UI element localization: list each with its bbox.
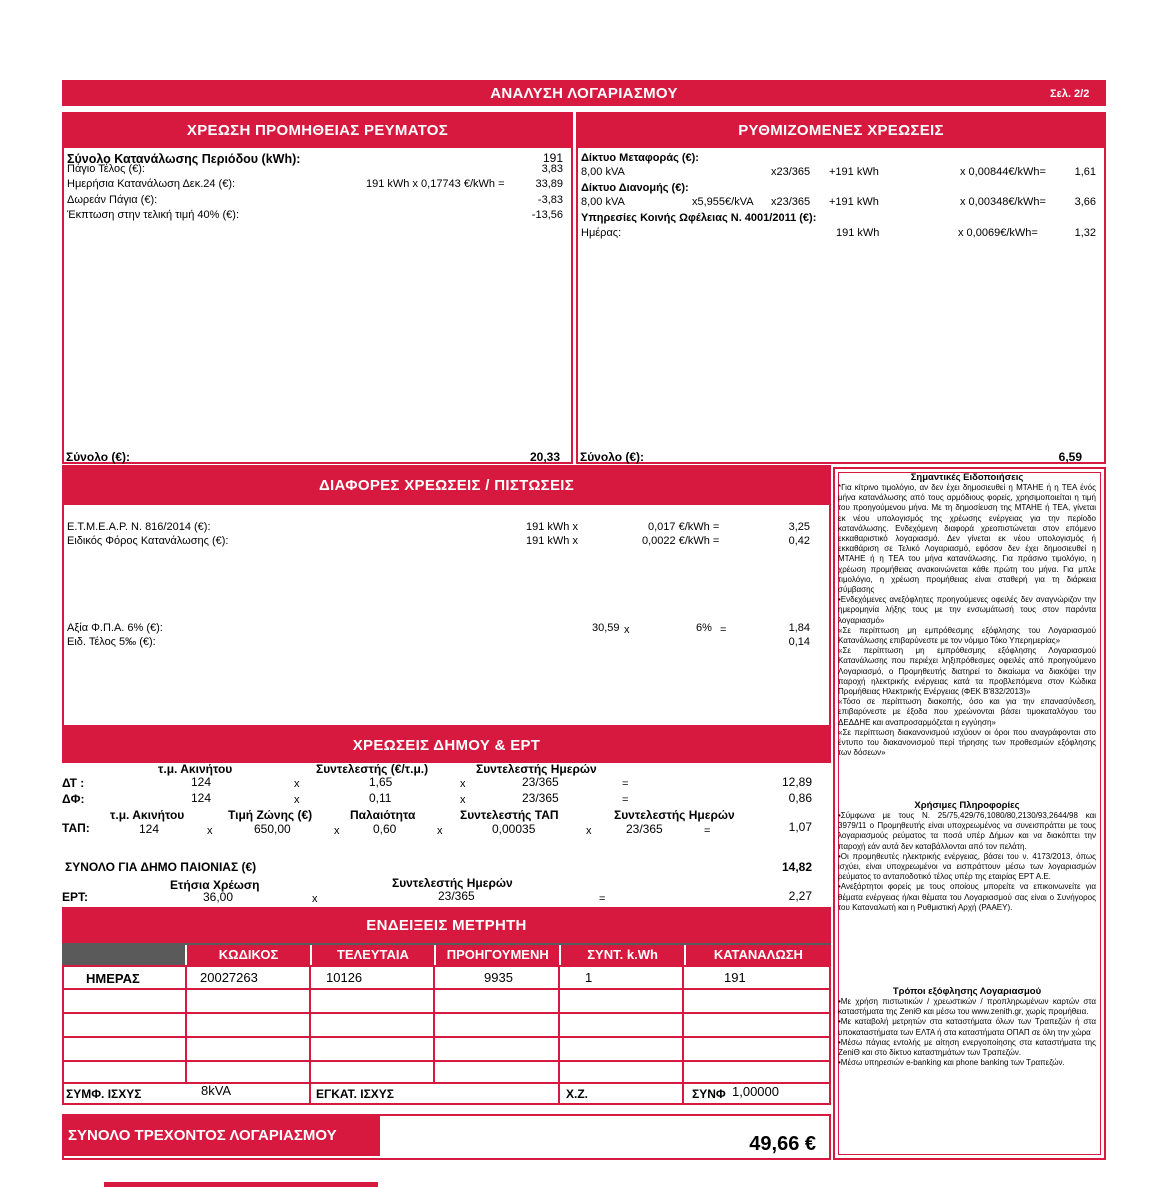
meter-row-label: ΗΜΕΡΑΣ [86,971,140,986]
tap-zone: 650,00 [254,822,291,836]
useful-item: •Ανεξάρτητοι φορείς με τους οποίους μπορείτε να επικοινωνείτε για θέματα ενέργειας ή/και θέματα του Λογαριασμού σας είναι ο Συνήγορος του Καταναλωτή και η Ρυθμιστική Αρχή (ΡΑΑΕΥ). [838,882,1096,912]
dt-value: 12,89 [781,775,812,789]
meter-col-prev [434,945,559,965]
various-title: ΔΙΑΦΟΡΕΣ ΧΡΕΩΣΕΙΣ / ΠΙΣΤΩΣΕΙΣ [318,476,575,494]
df-coef: 0,11 [369,791,392,805]
grand-total-label: ΣΥΝΟΛΟ ΤΡΕΧΟΝΤΟΣ ΛΟΓΑΡΙΑΣΜΟΥ [68,1126,337,1144]
dt-days: 23/365 [522,775,559,789]
free-fixed-value: -3,83 [537,194,563,206]
tap-value: 1,07 [788,820,812,834]
df-area: 124 [191,791,212,805]
municipal-header [62,727,831,763]
tap-days-header: Συντελεστής Ημερών [614,808,735,822]
dt-area: 124 [191,775,212,789]
public-service-label: Υπηρεσίες Κοινής Ωφέλειας Ν. 4001/2011 (€): [581,212,817,224]
page-number: Σελ. 2/2 [1050,88,1090,100]
excise-value: 0,42 [788,535,810,547]
dt-area-header: τ.μ. Ακινήτου [158,762,233,776]
tap-coef: 0,00035 [492,822,536,836]
distribution-rate: x 0,00348€/kWh= [960,196,1046,208]
tap-x3: x [437,825,443,837]
fixed-fee-value: 3,83 [541,163,563,175]
document-title-bar [62,80,1106,106]
tap-area-header: τ.μ. Ακινήτου [110,808,185,822]
meter-title: ΕΝΔΕΙΞΕΙΣ ΜΕΤΡΗΤΗ [366,916,527,934]
ert-value: 2,27 [788,889,812,903]
meter-vline [309,965,311,1105]
notice-item: •Ενδεχόμενες ανεξόφλητες προηγούμενες οφειλές δεν αναγνώριζον την ημερομηνία λήξης τους με την ενσωμάτωσή τους στον παρόντα λογαριασμό» [838,595,1096,625]
ert-days: 23/365 [438,889,475,903]
supply-total-label: Σύνολο (€): [66,450,131,464]
ert-days-header: Συντελεστής Ημερών [392,876,513,890]
excise-rate: 0,0022 €/kWh = [642,535,720,547]
meter-last: 10126 [326,970,363,985]
tap-age: 0,60 [373,822,397,836]
etmear-value: 3,25 [788,521,810,533]
dt-coef-header: Συντελεστής (€/τ.μ.) [316,762,429,776]
vat-label: Αξία Φ.Π.Α. 6% (€): [67,622,163,634]
tap-area: 124 [139,822,160,836]
meter-code: 20027263 [200,970,258,985]
payment-item: •Μέσω υπηρεσιών e-banking και phone banking των Τραπεζών. [838,1058,1065,1068]
municipal-total-value: 14,82 [781,860,812,874]
dt-days-header: Συντελεστής Ημερών [476,762,597,776]
tap-x1: x [207,825,213,837]
etmear-rate: 0,017 €/kWh = [648,521,720,533]
meter-line [62,988,831,990]
public-rate: x 0,0069€/kWh= [958,227,1038,239]
vat-base: 30,59 [592,622,620,634]
meter-col-prev-label: ΠΡΟΗΓΟΥΜΕΝΗ [446,947,549,962]
discount-label: Έκπτωση στην τελική τιμή 40% (€): [67,209,240,221]
supply-header [62,112,573,148]
grand-total-value: 49,66 € [749,1133,816,1155]
discount-value: -13,56 [531,209,563,221]
supply-total-value: 20,33 [529,450,560,464]
footer-bar-fragment [104,1182,378,1187]
df-value: 0,86 [788,791,812,805]
document-title: ΑΝΑΛΥΣΗ ΛΟΓΑΡΙΑΣΜΟΥ [490,84,678,102]
public-day-label: Ημέρας: [581,227,622,239]
distribution-kva-rate: x5,955€/kVA [692,196,754,208]
tap-x4: x [586,825,592,837]
meter-col-last-label: ΤΕΛΕΥΤΑΙΑ [336,947,409,962]
df-x1: x [294,794,300,806]
vat-value: 1,84 [788,622,810,634]
tap-x2: x [334,825,340,837]
contract-power-value: 8kVA [201,1083,232,1098]
notice-item: «Σε περίπτωση μη εμπρόθεσμης εξόφλησης Λογαριασμού Κατανάλωσης που περιέχει ληξιπρόθεσμες οφειλές από προηγούμενο Λογαριασμό, ο Προμηθευτής διατηρεί το δικαίωμα να διακόψει την παροχή ηλεκτρικής ενέργειας κατά τα προβλεπόμενα στον Κώδικα Προμήθειας Ηλεκτρικής Ενέργειας (ΦΕΚ Β'832/2013)» [838,646,1096,697]
meter-line [62,1012,831,1014]
meter-coef: 1 [585,970,593,985]
fixed-fee-label: Πάγιο Τέλος (€): [67,163,145,175]
meter-col-consumption [684,945,831,965]
notice-item: «Σε περίπτωση μη εμπρόθεσμης εξόφλησης του Λογαριασμού Κατανάλωσης επιβαρύνεστε με τον νόμιμο Τόκο Υπερημερίας» [838,625,1096,646]
notice-item: *Για κίτρινο τιμολόγιο, αν δεν έχει δημοσιευθεί η ΜΤΑΗΕ ή η ΤΕΑ ένός μήνα κατανάλωσης από τους αρμόδιους φορείς, χρησιμοποιείται η τιμή του προηγούμενου μήνα. Με τη δημοσίευση της ΜΤΑΗΕ ή ΤΕΑ, γίνεται εκ νέου υπολογισμός της χρέωσης ενέργειας για την περίοδο κατανάλωσης. Ενδεχόμενη διαφορά χρεοπιστώνεται στον επόμενο εκκαθαριστικό λογαριασμό. Δεν γίνεται εκ νέου υπολογισμός ή εκκαθάριση σε Τελικό Λογαριασμό, εφόσον δεν έχει δημοσιευθεί η ΜΤΑΗΕ ή η ΤΕΑ του μήνα κατανάλωσης. Για πράσινο τιμολόγιο, η χρέωση προμήθειας ανακοινώνεται κάθε πρώτη του μήνα. Για μπλε τιμολόγιο, η χρέωση προμήθειας είναι σταθερή για τη διάρκεια σύμβασης [838,483,1096,595]
dt-label: ΔΤ : [62,776,85,790]
distribution-value: 3,66 [1074,196,1096,208]
meter-prev: 9935 [484,970,513,985]
vat-times: x [624,624,630,636]
ert-equals: = [599,893,606,905]
tap-equals: = [704,825,711,837]
tap-coef-header: Συντελεστής ΤΑΠ [460,808,559,822]
consumption-value: 191 [542,151,563,165]
useful-title: Χρήσιμες Πληροφορίες [914,800,1020,811]
excise-qty: 191 kWh x [526,535,578,547]
meter-grid [62,965,831,1105]
df-label: ΔΦ: [62,792,85,806]
transport-label: Δίκτυο Μεταφοράς (€): [581,152,699,164]
transport-rate: x 0,00844€/kWh= [960,166,1046,178]
regulated-total-value: 6,59 [1058,450,1082,464]
payment-item: •Μέσω πάγιας εντολής με αίτηση ενεργοποίησης στα καταστήματα της ZeniΘ και στο δίκτυο καταστημάτων των Τραπεζών. [838,1037,1096,1058]
supply-title: ΧΡΕΩΣΗ ΠΡΟΜΗΘΕΙΑΣ ΡΕΥΜΑΤΟΣ [186,121,449,139]
regulated-title: ΡΥΘΜΙΖΟΜΕΝΕΣ ΧΡΕΩΣΕΙΣ [738,121,944,139]
meter-col-blank [62,945,185,965]
day-consumption-value: 33,89 [535,178,563,190]
meter-vline [682,965,684,1105]
vat-rate: 6% [696,622,712,634]
distribution-kva: 8,00 kVA [581,196,625,208]
ert-label: ΕΡΤ: [62,890,89,904]
contract-power-label: ΣΥΜΦ. ΙΣΧΥΣ [66,1087,142,1101]
transport-kwh: +191 kWh [829,166,879,178]
tap-days: 23/365 [626,822,663,836]
meter-col-coef-label: ΣΥΝΤ. k.Wh [587,947,658,962]
special-fee-label: Ειδ. Τέλος 5‰ (€): [67,636,156,648]
meter-line [62,1082,831,1084]
excise-label: Ειδικός Φόρος Κατανάλωσης (€): [67,535,229,547]
payment-block [838,986,1096,1068]
regulated-header [576,112,1106,148]
df-x2: x [460,794,466,806]
etmear-qty: 191 kWh x [526,521,578,533]
meter-header-row [62,945,831,965]
public-value: 1,32 [1074,227,1096,239]
special-fee-value: 0,14 [788,636,810,648]
payment-title: Τρόποι εξόφλησης Λογαριασμού [892,986,1042,997]
tap-age-header: Παλαιότητα [350,808,416,822]
dt-equals: = [622,778,629,790]
dt-coef: 1,65 [369,775,393,789]
public-kwh: 191 kWh [836,227,880,239]
meter-col-code [185,945,309,965]
transport-kva: 8,00 kVA [581,166,625,178]
installed-power-label: ΕΓΚΑΤ. ΙΣΧΥΣ [316,1087,394,1101]
ert-annual: 36,00 [203,890,234,904]
municipal-total-label: ΣΥΝΟΛΟ ΓΙΑ ΔΗΜΟ ΠΑΙΟΝΙΑΣ (€) [65,860,257,874]
dt-x1: x [294,778,300,790]
payment-item: •Με καταβολή μετρητών στα καταστήματα όλων των Τραπεζών ή στα υποκαταστήματα των ΕΛΤΑ ή στα καταστήματα ΟΠΑΠ σε όλη την χώρα [838,1017,1096,1037]
grand-total-label-cell [62,1114,380,1156]
payment-item: •Με χρήση πιστωτικών / χρεωστικών / προπληρωμένων καρτών στα καταστήματα της ZeniΘ και μέσω του www.zenith.gr, χωρίς προμήθεια. [838,997,1096,1017]
meter-line [62,1036,831,1038]
xz-label: Χ.Ζ. [566,1087,589,1101]
municipal-title: ΧΡΕΩΣΕΙΣ ΔΗΜΟΥ & ΕΡΤ [352,736,541,754]
df-equals: = [622,794,629,806]
meter-col-last [310,945,434,965]
ert-annual-header: Ετήσια Χρέωση [170,878,260,892]
tap-zone-header: Τιμή Ζώνης (€) [228,808,313,822]
meter-vline [433,965,435,1082]
tap-label: ΤΑΠ: [62,821,90,835]
distribution-label: Δίκτυο Διανομής (€): [581,182,689,194]
meter-header [62,907,831,943]
various-header [62,465,831,505]
meter-col-code-label: ΚΩΔΙΚΟΣ [218,947,279,962]
df-days: 23/365 [522,791,559,805]
meter-line [62,1060,831,1062]
ert-times: x [312,893,318,905]
day-consumption-calc: 191 kWh x 0,17743 €/kWh = [366,178,505,190]
meter-col-coef [559,945,683,965]
distribution-kwh: +191 kWh [829,196,879,208]
useful-block [838,800,1096,913]
meter-consumption: 191 [724,970,746,985]
meter-col-consumption-label: ΚΑΤΑΝΑΛΩΣΗ [713,947,803,962]
etmear-label: Ε.Τ.Μ.Ε.Α.Ρ. Ν. 816/2014 (€): [67,521,211,533]
useful-item: •Σύμφωνα με τους Ν. 25/75,429/76,1080/80,2130/93,2644/98 και 3979/11 ο Προμηθευτής είναι υποχρεωμένος να συνεισπράττει με τους λογαριασμούς ρεύματος τα ποσά υπέρ Δήμων και να διακόπτει την παροχή εάν αυτά δεν καταβάλλονται από τον πελάτη. [838,811,1096,851]
notice-item: «Τόσο σε περίπτωση διακοπής, όσο και για την επανασύνδεση, επιβαρύνεστε με έξοδα που χρεώνονται βάσει τιμοκαταλόγου του ΔΕΔΔΗΕ και αναπροσαρμόζεται η εγγύηση» [838,697,1096,727]
regulated-total-label: Σύνολο (€): [580,450,645,464]
notices-block [838,472,1096,758]
meter-vline [558,965,560,1105]
useful-item: •Οι προμηθευτές ηλεκτρικής ενέργειας, βάσει του ν. 4173/2013, όπως ισχύει, είναι υποχρεωμένοι να εισπράττουν μέσω των λογαριασμών ρεύματος το ανταποδοτικό τέλος υπέρ της εταιρίας ΕΡΤ Α.Ε. [838,851,1096,882]
notice-item: «Σε περίπτωση διακανονισμού ισχύουν οι όροι που αναγράφονται στο έντυπο του διακανονισμού περί τήρησης των προθεσμιών εξόφλησης των δόσεων» [838,727,1096,758]
notices-title: Σημαντικές Ειδοποιήσεις [910,472,1024,483]
day-consumption-label: Ημερήσια Κατανάλωση Δεκ.24 (€): [67,178,236,190]
transport-days: x23/365 [771,166,811,178]
synf-value: 1,00000 [732,1084,779,1099]
consumption-label: Σύνολο Κατανάλωσης Περιόδου (kWh): [67,152,301,166]
synf-label: ΣΥΝΦ [692,1087,726,1101]
distribution-days: x23/365 [771,196,811,208]
vat-equals: = [720,624,727,636]
transport-value: 1,61 [1074,166,1096,178]
meter-vline [185,965,187,1082]
dt-x2: x [460,778,466,790]
free-fixed-label: Δωρεάν Πάγια (€): [67,194,158,206]
